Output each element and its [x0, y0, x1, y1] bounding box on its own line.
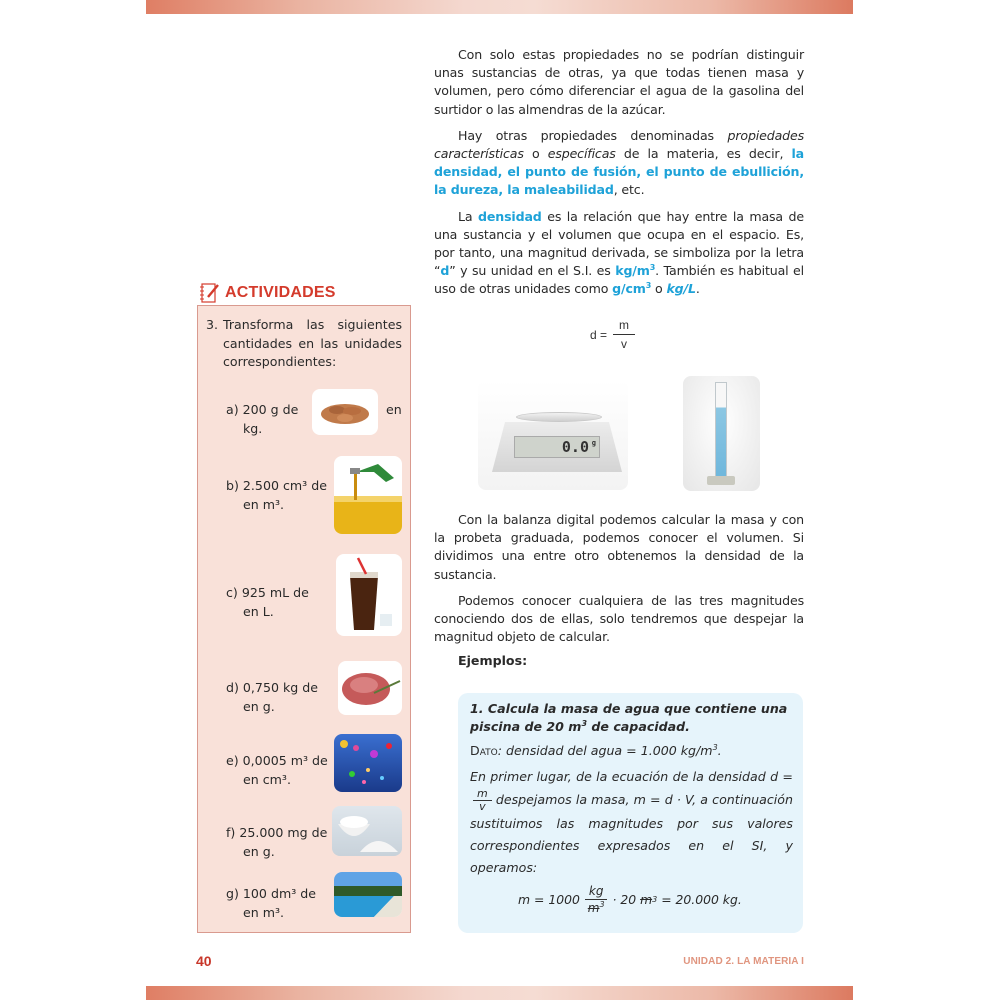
activity-item-a: a) 200 g de kg.: [226, 402, 299, 436]
activities-title: ACTIVIDADES: [225, 284, 336, 301]
main-column-lower: [434, 511, 804, 654]
activity-item-b: b) 2.500 cm³ de en m³.: [226, 478, 327, 512]
page-number: 40: [196, 953, 212, 969]
activity-item-e: e) 0,0005 m³ de en cm³.: [226, 753, 328, 787]
bottom-decorative-band: [146, 986, 853, 1000]
highlight-properties: la densidad, el punto de fusión, el punto de ebullición, la dureza, la maleabilidad: [434, 146, 804, 198]
activity-3-statement: 3. Transforma las siguientes cantidades en las unidades correspondientes:: [206, 317, 402, 369]
digital-scale-image: [478, 380, 628, 490]
sugar-image: [332, 806, 402, 856]
almonds-image: [312, 389, 378, 435]
main-column: [434, 46, 804, 307]
cola-glass-image: [336, 554, 402, 636]
example-explanation: En primer lugar, de la ecuación de la densidad d = $\frac{m}{v}$ despejamos la masa, m = d · V, a continuación sustituimos las magnitudes por sus valores correspondientes expresados en el SI, y operamos:: [470, 769, 793, 875]
example-box: [458, 693, 803, 933]
scale-display: 0.0 g: [514, 436, 600, 458]
notebook-pencil-icon: [198, 282, 222, 304]
paragraph-intro: Con solo estas propiedades no se podrían distinguir unas sustancias de otras, ya que todas tienen masa y volumen, pero cómo diferenciar el agua de la gasolina del surtidor o las almendras de la azúcar.: [434, 47, 804, 117]
activity-item-g: g) 100 dm³ de en m³.: [226, 886, 317, 920]
activity-item-f: f) 25.000 mg de en g.: [226, 825, 328, 859]
highlight-densidad: densidad: [478, 208, 542, 224]
activities-box: 3. Transforma las siguientes cantidades en las unidades correspondientes: a) 200 g de kg. en b) 2.500 cm³ de en m³. c) 925 mL de en L. d) 0,750 kg de en g. e) 0,0005 m³ de en cm³. f) 25.000 mg de en g. g) 100 dm³ de en m³.: [197, 305, 411, 933]
graduated-cylinder-image: [683, 376, 760, 491]
activity-item-c: c) 925 mL de en L.: [226, 585, 309, 619]
gasoline-image: [334, 456, 402, 534]
gems-image: [334, 734, 402, 792]
example-question: 1. Calcula la masa de agua que contiene una piscina de 20 $m^3$ de capacidad.: [470, 701, 788, 734]
pool-image: [334, 872, 402, 917]
paragraph-three-magnitudes: Podemos conocer cualquiera de las tres magnitudes conociendo dos de ellas, solo tendremos que despejar la magnitud objeto de calcular.: [434, 592, 804, 645]
activities-header: [198, 282, 336, 304]
paragraph-density-definition: La densidad es la relación que hay entre la masa de una sustancia y el volumen que ocupa en el espacio. Es, por tanto, una magnitud derivada, se simboliza por la letra “d” y su unidad en el S.I. es $kg/m^3$. También es habitual el uso de otras unidades como $g/cm^3$ o kg/L.: [434, 208, 804, 297]
density-formula: d = $\frac{m}{v}$: [590, 318, 635, 351]
activity-item-d: d) 0,750 kg de en g.: [226, 680, 318, 714]
examples-heading: Ejemplos:: [458, 653, 528, 668]
paragraph-characteristic-properties: Hay otras propiedades denominadas propiedades características o específicas de la materia, es decir, la densidad, el punto de fusión, el punto de ebullición, la dureza, la maleabilidad, etc.: [434, 127, 804, 198]
example-data: Dato: densidad del agua = 1.000 $kg/m^3$.: [470, 742, 722, 758]
paragraph-scale-cylinder: Con la balanza digital podemos calcular la masa y con la probeta graduada, podemos conocer el volumen. Si dividimos una entre otro obtenemos la densidad de la sustancia.: [434, 512, 804, 582]
highlight-si-unit: $kg/m^3$: [615, 263, 656, 279]
example-calculation: m = 1000 $\frac{kg}{m^3}$ · 20 m 3 = 20.000 kg.: [518, 884, 742, 915]
meat-image: [338, 661, 402, 715]
top-decorative-band: [146, 0, 853, 14]
unit-title: UNIDAD 2. LA MATERIA I: [683, 956, 804, 967]
